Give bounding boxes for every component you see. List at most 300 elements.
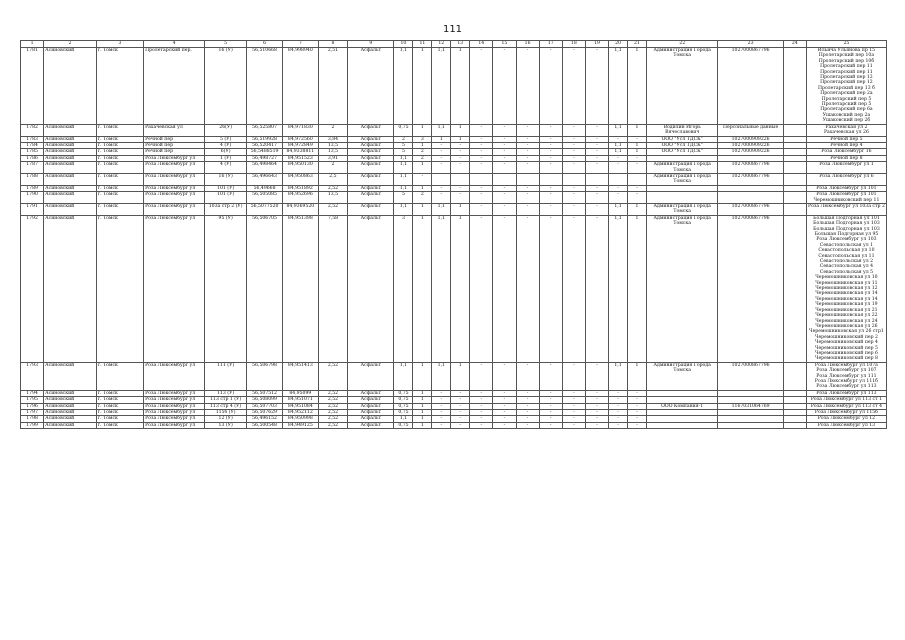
table-cell: Асиновский — [44, 215, 97, 362]
table-cell: - — [539, 362, 562, 390]
table-cell: 1,1 — [394, 173, 413, 185]
table-cell: Асфальт — [348, 162, 394, 174]
table-cell: - — [451, 149, 470, 155]
table-cell: 1 — [628, 149, 647, 155]
table-cell: - — [516, 203, 539, 215]
table-cell: 1 — [413, 203, 432, 215]
table-cell: 1,1 — [609, 203, 628, 215]
table-cell: - — [628, 136, 647, 142]
table-cell: Асфальт — [348, 362, 394, 390]
table-cell: 1 — [413, 422, 432, 428]
table-cell: - — [585, 203, 608, 215]
table-cell: 84,950863 — [282, 173, 318, 185]
table-cell: - — [470, 215, 493, 362]
table-cell: Асфальт — [348, 397, 394, 403]
column-number: 6 — [247, 41, 283, 48]
column-number: 23 — [718, 41, 783, 48]
table-cell: - — [628, 155, 647, 161]
table-cell: 84,950130 — [282, 162, 318, 174]
table-cell: - — [470, 410, 493, 416]
table-cell — [783, 48, 806, 125]
address-line: Черемошниковская ул 14 — [815, 296, 878, 302]
address-line: Роза Люксембург ул 101 — [816, 192, 877, 198]
table-cell — [783, 173, 806, 185]
table-cell: 1 (У) — [205, 155, 247, 161]
table-cell: г. Томск — [96, 416, 143, 422]
table-cell: Администрация Города Томска — [646, 48, 718, 125]
address-line: Черемошниковский пер 4 — [814, 340, 878, 346]
table-cell: Роза Люксембург ул — [144, 185, 205, 191]
table-cell — [783, 362, 806, 390]
table-cell: 7,58 — [318, 215, 347, 362]
table-cell: г. Томск — [96, 215, 143, 362]
table-cell: - — [562, 48, 585, 125]
table-cell: ООО "Усл ТДСК" — [646, 136, 718, 142]
address-line: Роза Люксембург ул 113 ст 1 — [810, 397, 883, 403]
address-line: Пролетарский пер 5 — [821, 102, 872, 108]
address-line: Черемошниковская ул 21 — [815, 307, 878, 313]
table-cell: - — [516, 124, 539, 136]
table-cell: 1,1 — [394, 203, 413, 215]
table-cell: Роза Люксембург ул — [144, 155, 205, 161]
address-line: Роза Люксембург ул 113 — [816, 384, 877, 390]
table-cell: - — [470, 48, 493, 125]
table-cell — [646, 422, 718, 428]
table-cell: 2,52 — [318, 403, 347, 409]
column-number: 19 — [585, 41, 608, 48]
table-cell: 1787 — [21, 162, 44, 174]
table-cell: - — [539, 192, 562, 204]
table-cell: ООО "Усл ТДСК" — [646, 142, 718, 148]
address-line: Черемошниковская ул 26 стр1 — [809, 329, 884, 335]
table-cell: - — [516, 48, 539, 125]
table-cell: 56,496643 — [247, 173, 283, 185]
table-cell: 84,971830 — [282, 124, 318, 136]
table-cell: 84,972560 — [282, 136, 318, 142]
column-number: 16 — [516, 41, 539, 48]
table-cell: 1784 — [21, 142, 44, 148]
table-row — [21, 215, 887, 362]
table-cell: 1783 — [21, 136, 44, 142]
column-number: 12 — [432, 41, 451, 48]
address-line: Севастопольская ул 4 — [819, 264, 874, 270]
table-cell: - — [585, 162, 608, 174]
table-cell: 1,1 — [394, 185, 413, 191]
column-number: 18 — [562, 41, 585, 48]
table-cell: - — [562, 215, 585, 362]
table-cell: Роза Люксембург ул — [144, 192, 205, 204]
table-cell: Асфальт — [348, 422, 394, 428]
table-cell: Администрация Города Томска — [646, 203, 718, 215]
table-cell: 5 — [394, 149, 413, 155]
table-cell: 1,1 — [394, 362, 413, 390]
table-cell: г. Томск — [96, 136, 143, 142]
table-cell: - — [516, 149, 539, 155]
address-line: Черемошниковский пер 6 — [814, 350, 878, 356]
table-cell: - — [539, 124, 562, 136]
table-cell: - — [539, 185, 562, 191]
table-cell: - — [609, 416, 628, 422]
table-cell: Асиновский — [44, 203, 97, 215]
table-cell: - — [493, 422, 516, 428]
table-cell: - — [470, 185, 493, 191]
column-number: 4 — [144, 41, 205, 48]
table-cell: 56,505085 — [247, 192, 283, 204]
table-cell: 56,498727 — [247, 155, 283, 161]
table-cell: Асиновский — [44, 124, 97, 136]
table-cell: 1,1 — [432, 48, 451, 125]
table-cell: 0,75 — [394, 403, 413, 409]
column-number: 24 — [783, 41, 806, 48]
table-cell: Асфальт — [348, 403, 394, 409]
table-cell: 1 — [413, 215, 432, 362]
table-cell: 56,500548 — [247, 422, 283, 428]
table-cell: - — [609, 155, 628, 161]
table-cell: - — [539, 162, 562, 174]
table-cell: - — [432, 185, 451, 191]
column-number: 3 — [96, 41, 143, 48]
table-cell: Асфальт — [348, 136, 394, 142]
table-cell: - — [539, 203, 562, 215]
data-table — [20, 40, 887, 429]
table-cell: 1791 — [21, 203, 44, 215]
table-cell: - — [470, 162, 493, 174]
table-cell: 1,1 — [394, 162, 413, 174]
table-cell: 1,1 — [609, 142, 628, 148]
table-cell: 1798 — [21, 416, 44, 422]
address-line: Севастопольская ул 10 — [818, 248, 875, 254]
table-cell: - — [493, 215, 516, 362]
address-list-cell — [806, 192, 886, 204]
table-cell: Асфальт — [348, 48, 394, 125]
address-list-cell — [806, 410, 886, 416]
table-cell: 56,506705 — [247, 215, 283, 362]
table-cell: - — [562, 185, 585, 191]
table-cell: 1 — [451, 136, 470, 142]
table-cell: - — [562, 416, 585, 422]
table-cell: - — [470, 390, 493, 396]
table-cell: 1,1 — [609, 149, 628, 155]
table-cell: - — [585, 124, 608, 136]
table-cell: 84,952112 — [282, 410, 318, 416]
address-line: Пролетарский пер 5 — [821, 96, 872, 102]
table-cell — [432, 173, 451, 185]
table-cell: Асиновский — [44, 192, 97, 204]
table-cell: - — [470, 155, 493, 161]
table-cell: 2,52 — [318, 362, 347, 390]
table-cell: Асиновский — [44, 416, 97, 422]
table-cell: 16 (У) — [205, 173, 247, 185]
table-cell: 2 — [394, 136, 413, 142]
table-cell: - — [628, 410, 647, 416]
address-line: Пролетарский пер 11 — [820, 69, 873, 75]
table-cell: 4 (У) — [205, 162, 247, 174]
table-cell: - — [432, 422, 451, 428]
address-line: Пролетарский пер 11 — [820, 64, 873, 70]
address-line: Пролетарский пер 10б — [818, 58, 875, 64]
table-cell: - — [609, 410, 628, 416]
column-number: 9 — [348, 41, 394, 48]
table-cell: 56,5488519 — [247, 149, 283, 155]
table-cell: Асфальт — [348, 203, 394, 215]
address-line: Речной пер 4 — [830, 142, 863, 148]
table-cell: - — [493, 397, 516, 403]
table-cell: Асфальт — [348, 390, 394, 396]
table-cell: 1794 — [21, 390, 44, 396]
column-number: 10 — [394, 41, 413, 48]
column-number: 14 — [470, 41, 493, 48]
column-number: 1 — [21, 41, 44, 48]
table-cell: - — [628, 185, 647, 191]
address-line: Роза Люксембург ул 103а стр 2 — [807, 203, 885, 209]
table-cell: 2,52 — [318, 185, 347, 191]
table-cell: 1 — [413, 48, 432, 125]
table-cell — [718, 422, 783, 428]
table-cell: Роза Люксембург ул — [144, 416, 205, 422]
address-line: Пролетарский пер 10а — [818, 53, 875, 59]
table-cell: - — [470, 416, 493, 422]
table-cell: Асфальт — [348, 142, 394, 148]
table-cell: - — [609, 403, 628, 409]
address-line: Роза Люксембург ул 12 — [817, 416, 876, 422]
table-cell: - — [562, 403, 585, 409]
table-cell: - — [451, 390, 470, 396]
table-cell: - — [585, 397, 608, 403]
table-cell: - — [432, 149, 451, 155]
address-line: Пролетарский пер 12 — [820, 75, 873, 81]
table-cell: Роза Люксембург ул — [144, 403, 205, 409]
table-cell: Асиновский — [44, 410, 97, 416]
table-cell: Роза Люксембург ул — [144, 215, 205, 362]
table-cell: 26(У) — [205, 124, 247, 136]
table-cell — [718, 192, 783, 204]
table-cell: - — [493, 124, 516, 136]
table-cell: Пролетарский пер. — [144, 48, 205, 125]
table-cell: 1790 — [21, 192, 44, 204]
address-line: Роза Люксембург ул 111б — [814, 378, 878, 384]
table-cell: 56,519928 — [247, 136, 283, 142]
table-cell: 84,9369520 — [282, 203, 318, 215]
table-cell: Асиновский — [44, 149, 97, 155]
table-cell: г. Томск — [96, 142, 143, 148]
table-cell: 1799 — [21, 422, 44, 428]
address-list-cell — [806, 173, 886, 185]
address-line: Ушаковский пер 2а — [822, 112, 871, 118]
table-cell: 1 — [628, 203, 647, 215]
table-cell: Роза Люксембург ул — [144, 410, 205, 416]
table-cell: - — [413, 173, 432, 185]
table-cell: 13,5 — [318, 149, 347, 155]
table-cell: 84,95099 — [282, 390, 318, 396]
table-cell: 1027000909226 — [718, 136, 783, 142]
table-row — [21, 203, 887, 215]
table-cell: 56,507703 — [247, 403, 283, 409]
table-cell: 56,510668 — [247, 48, 283, 125]
table-cell: Водилин Игорь Вячеславович — [646, 124, 718, 136]
table-cell: - — [539, 422, 562, 428]
table-cell: Асфальт — [348, 192, 394, 204]
table-cell: 56,496152 — [247, 416, 283, 422]
address-line: Большая Подгорная ул 95 — [814, 232, 879, 237]
address-line: Пролетарский пер 13 б — [818, 85, 875, 91]
table-cell: - — [451, 185, 470, 191]
table-cell: 111 (У) — [205, 362, 247, 390]
table-cell: 1781 — [21, 48, 44, 125]
table-cell: - — [493, 48, 516, 125]
table-cell: - — [562, 397, 585, 403]
table-cell: - — [451, 403, 470, 409]
table-cell: Асфальт — [348, 124, 394, 136]
table-cell: Рахачевская ул — [144, 124, 205, 136]
table-cell: 2,52 — [318, 390, 347, 396]
table-cell: 84,951071 — [282, 397, 318, 403]
table-cell: 113 (У) — [205, 390, 247, 396]
table-row — [21, 422, 887, 428]
table-cell: 5 (У) — [205, 136, 247, 142]
table-row — [21, 48, 887, 125]
table-cell: Асфальт — [348, 410, 394, 416]
address-line: Роза Люксембург ул 6 — [819, 173, 874, 179]
table-cell: - — [432, 142, 451, 148]
table-cell: - — [516, 136, 539, 142]
table-cell: Речной пер — [144, 142, 205, 148]
address-list-cell — [806, 362, 886, 390]
column-number: 25 — [806, 41, 886, 48]
column-number: 15 — [493, 41, 516, 48]
table-cell — [585, 173, 608, 185]
column-number: 21 — [628, 41, 647, 48]
table-cell: - — [585, 215, 608, 362]
table-cell: - — [493, 362, 516, 390]
table-cell: - — [585, 185, 608, 191]
table-cell: - — [493, 162, 516, 174]
address-line: Севастопольская ул 2 — [819, 259, 874, 265]
table-cell: г. Томск — [96, 149, 143, 155]
address-line: Черемошниковская ул 10 — [815, 275, 878, 281]
table-cell: 1782 — [21, 124, 44, 136]
address-line: Роза Люксембург ул 1 — [819, 162, 874, 168]
address-line: Роза Люксембург ул 113 ст 4 — [810, 403, 883, 409]
address-line: Черемошниковский пер 8 — [814, 356, 878, 362]
table-cell: - — [493, 136, 516, 142]
table-cell: Асфальт — [348, 155, 394, 161]
address-line: Роза Люксембург ул 115б — [814, 410, 878, 415]
table-cell: г. Томск — [96, 403, 143, 409]
table-cell — [783, 215, 806, 362]
table-cell: - — [609, 136, 628, 142]
table-cell: 1,1 — [609, 48, 628, 125]
table-cell: 1167031064769 — [718, 403, 783, 409]
table-cell: - — [516, 403, 539, 409]
column-number: 22 — [646, 41, 718, 48]
table-cell: - — [585, 192, 608, 204]
table-cell: - — [539, 390, 562, 396]
table-cell — [646, 192, 718, 204]
table-cell: 113 стр 4 (У) — [205, 403, 247, 409]
table-cell: - — [432, 410, 451, 416]
table-cell: Персональные данные — [718, 124, 783, 136]
column-number: 20 — [609, 41, 628, 48]
table-cell: 56,506798 — [247, 362, 283, 390]
table-cell: 1796 — [21, 403, 44, 409]
table-cell: 1 — [413, 410, 432, 416]
address-list-cell — [806, 162, 886, 174]
table-cell: 56,498464 — [247, 162, 283, 174]
table-cell: г. Томск — [96, 422, 143, 428]
table-cell: 103а стр 2 (У) — [205, 203, 247, 215]
table-cell: 1793 — [21, 362, 44, 390]
table-cell: - — [609, 185, 628, 191]
table-cell: Асиновский — [44, 422, 97, 428]
table-cell — [539, 173, 562, 185]
table-cell: 1795 — [21, 397, 44, 403]
table-cell: - — [470, 397, 493, 403]
table-cell: 1 — [451, 124, 470, 136]
table-cell: - — [585, 149, 608, 155]
table-cell: г. Томск — [96, 203, 143, 215]
table-cell: 84,951892 — [282, 185, 318, 191]
table-row — [21, 192, 887, 204]
table-cell: 0,75 — [394, 410, 413, 416]
table-cell: 1788 — [21, 173, 44, 185]
table-cell: 1 — [413, 403, 432, 409]
table-cell: 1 — [413, 162, 432, 174]
address-list-cell — [806, 185, 886, 191]
address-line: Большая Подгорная ул 103 — [813, 226, 880, 232]
address-line: Ильича Ульянова пр 15 — [817, 48, 876, 53]
table-cell: - — [432, 192, 451, 204]
table-cell: - — [493, 410, 516, 416]
address-line: Пролетарский пер 12 — [820, 80, 873, 86]
table-cell: 2,52 — [318, 416, 347, 422]
table-cell: Администрация Города Томска — [646, 173, 718, 185]
table-cell: - — [451, 142, 470, 148]
table-cell: 84,950998 — [282, 416, 318, 422]
table-cell: - — [516, 390, 539, 396]
table-cell: - — [493, 185, 516, 191]
table-cell: ООО "Усл ТДСК" — [646, 149, 718, 155]
table-cell: - — [432, 416, 451, 422]
table-cell: 2,51 — [318, 48, 347, 125]
table-cell — [628, 173, 647, 185]
table-cell: г. Томск — [96, 155, 143, 161]
table-cell: - — [609, 397, 628, 403]
table-cell: - — [432, 155, 451, 161]
table-cell: Роза Люксембург ул — [144, 390, 205, 396]
table-cell: 1027000867796 — [718, 215, 783, 362]
table-cell: Администрация Города Томска — [646, 362, 718, 390]
table-cell: г. Томск — [96, 185, 143, 191]
table-cell: 1 — [628, 362, 647, 390]
table-cell: 2 — [318, 162, 347, 174]
table-cell: - — [539, 410, 562, 416]
table-cell: 84,998940 — [282, 48, 318, 125]
table-cell — [783, 203, 806, 215]
table-cell: - — [516, 422, 539, 428]
table-cell: 1,1 — [432, 215, 451, 362]
table-cell: - — [628, 403, 647, 409]
address-line: Севастопольская ул 1 — [819, 242, 874, 248]
table-cell: 84,951084 — [282, 403, 318, 409]
column-number: 7 — [282, 41, 318, 48]
address-list-cell — [806, 215, 886, 362]
table-cell: - — [539, 397, 562, 403]
table-cell: - — [493, 149, 516, 155]
table-cell: - — [451, 192, 470, 204]
table-cell: 56,520417 — [247, 142, 283, 148]
table-cell: 1 — [628, 124, 647, 136]
table-cell: г. Томск — [96, 173, 143, 185]
